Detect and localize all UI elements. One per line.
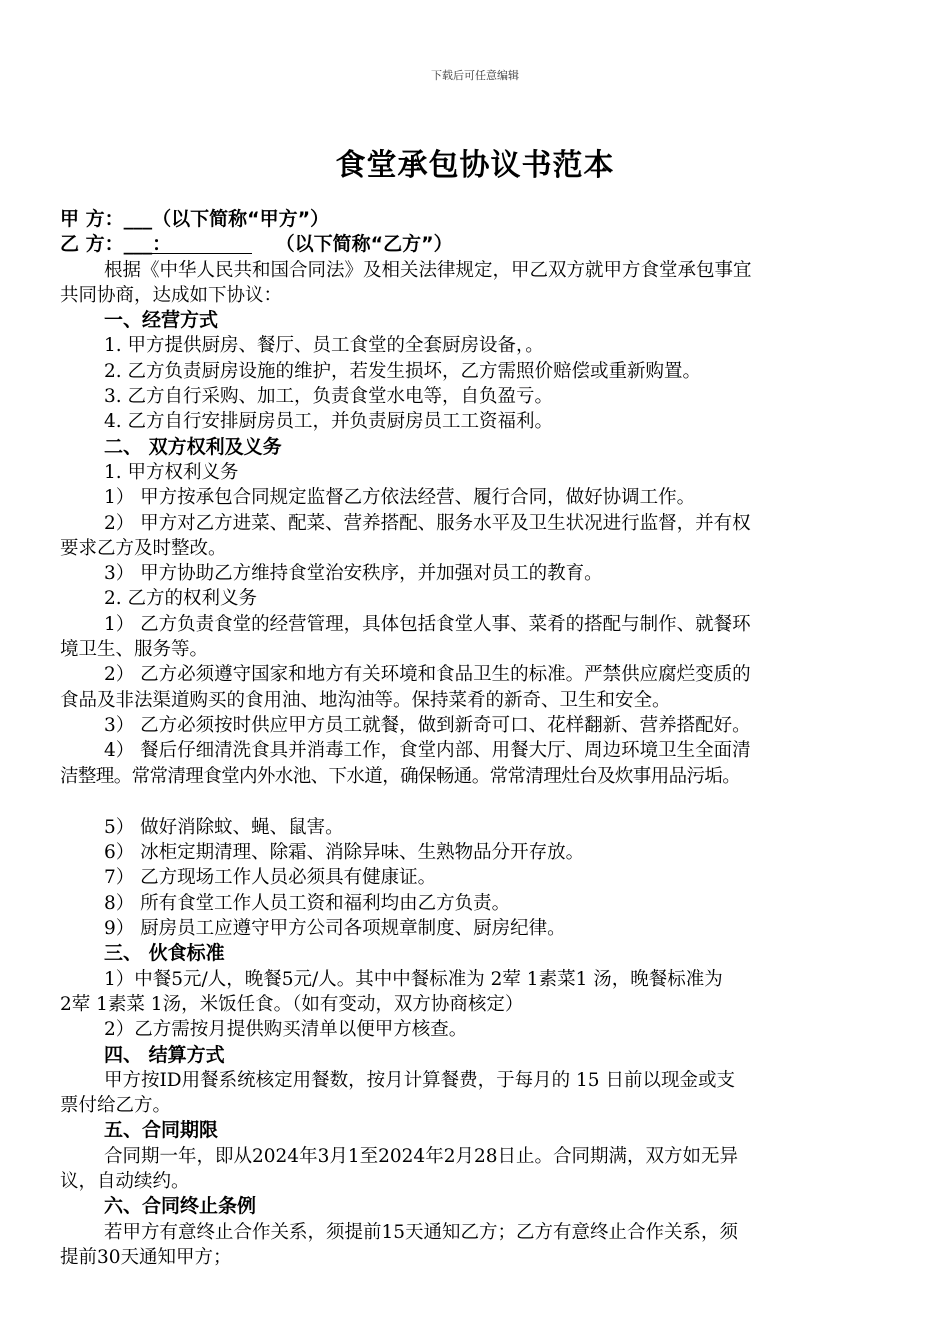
document-title: 食堂承包协议书范本	[335, 148, 615, 183]
section-heading: 六、合同终止条例	[104, 1195, 257, 1218]
list-item: 3. 乙方自行采购、加工，负责食堂水电等，自负盈亏。	[104, 386, 554, 408]
paragraph-line: 议，自动续约。	[60, 1170, 190, 1192]
list-item: 9） 厨房员工应遵守甲方公司各项规章制度、厨房纪律。	[104, 918, 566, 940]
section-heading: 四、 结算方式	[104, 1043, 225, 1066]
paragraph-gap	[60, 789, 900, 815]
header-note: 下载后可任意编辑	[431, 69, 519, 82]
list-item: 4） 餐后仔细清洗食具并消毒工作，食堂内部、用餐大厅、周边环境卫生全面清	[104, 740, 751, 762]
list-item: 2） 乙方必须遵守国家和地方有关环境和食品卫生的标准。严禁供应腐烂变质的	[104, 664, 751, 686]
paragraph-line: 提前30天通知甲方；	[60, 1246, 232, 1268]
list-item: 5） 做好消除蚊、蝇、鼠害。	[104, 816, 344, 838]
list-item: 3） 甲方协助乙方维持食堂治安秩序，并加强对员工的教育。	[104, 563, 603, 585]
subsection-heading: 2. 乙方的权利义务	[104, 588, 258, 610]
list-item-continuation: 境卫生、服务等。	[60, 639, 209, 661]
intro-line-1: 根据《中华人民共和国合同法》及相关法律规定，甲乙双方就甲方食堂承包事宜	[104, 259, 752, 281]
list-item: 1） 甲方按承包合同规定监督乙方依法经营、履行合同，做好协调工作。	[104, 487, 696, 509]
intro-line-2: 共同协商，达成如下协议：	[60, 284, 283, 306]
document-body	[60, 207, 900, 1270]
party-a-blank: ___	[123, 208, 153, 230]
list-item: 2. 乙方负责厨房设施的维护，若发生损坏，乙方需照价赔偿或重新购置。	[104, 360, 702, 382]
list-item: 8） 所有食堂工作人员工资和福利均由乙方负责。	[104, 892, 511, 914]
section-heading: 一、经营方式	[104, 309, 219, 332]
paragraph-line: 2）乙方需按月提供购买清单以便甲方核查。	[104, 1019, 468, 1041]
paragraph-line: 1）中餐5元/人，晚餐5元/人。其中中餐标准为 2荤 1素菜1 汤，晚餐标准为	[104, 968, 723, 990]
party-a-line	[60, 207, 900, 232]
section-heading: 二、 双方权利及义务	[104, 435, 282, 458]
party-b-suffix: （以下简称“乙方”）	[275, 233, 453, 256]
paragraph-line: 2荤 1素菜 1汤，米饭任食。（如有变动，双方协商核定）	[60, 993, 524, 1015]
list-item: 1） 乙方负责食堂的经营管理，具体包括食堂人事、菜肴的搭配与制作、就餐环	[104, 613, 751, 635]
party-b-blank: ___：	[124, 232, 252, 254]
list-item: 1. 甲方提供厨房、餐厅、员工食堂的全套厨房设备，。	[104, 335, 544, 357]
list-item-continuation: 洁整理。常常清理食堂内外水池、下水道，确保畅通。常常清理灶台及炊事用品污垢。	[60, 765, 741, 787]
party-a-label: 甲 方：	[60, 208, 124, 230]
list-item: 2） 甲方对乙方进菜、配菜、营养搭配、服务水平及卫生状况进行监督，并有权	[104, 512, 751, 534]
party-b-line	[60, 232, 900, 257]
party-b-label: 乙 方：	[60, 233, 124, 256]
list-item: 3） 乙方必须按时供应甲方员工就餐，做到新奇可口、花样翻新、营养搭配好。	[104, 714, 751, 736]
list-item-continuation: 食品及非法渠道购买的食用油、地沟油等。保持菜肴的新奇、卫生和安全。	[60, 689, 671, 711]
section-heading: 三、 伙食标准	[104, 942, 225, 965]
section-heading: 五、合同期限	[104, 1119, 219, 1142]
paragraph-line: 票付给乙方。	[60, 1095, 172, 1117]
paragraph-line: 甲方按ID用餐系统核定用餐数，按月计算餐费，于每月的 15 日前以现金或支	[104, 1069, 735, 1091]
list-item: 7） 乙方现场工作人员必须具有健康证。	[104, 867, 437, 889]
list-item: 6） 冰柜定期清理、除霜、消除异味、生熟物品分开存放。	[104, 842, 585, 864]
list-item: 4. 乙方自行安排厨房员工，并负责厨房员工工资福利。	[104, 411, 554, 433]
subsection-heading: 1. 甲方权利义务	[104, 461, 239, 483]
paragraph-line: 若甲方有意终止合作关系，须提前15天通知乙方；乙方有意终止合作关系，须	[104, 1221, 739, 1243]
party-a-suffix: （以下简称“甲方”）	[152, 208, 330, 230]
list-item-continuation: 要求乙方及时整改。	[60, 537, 227, 559]
paragraph-line: 合同期一年，即从2024年3月1至2024年2月28日止。合同期满，双方如无异	[104, 1145, 739, 1167]
